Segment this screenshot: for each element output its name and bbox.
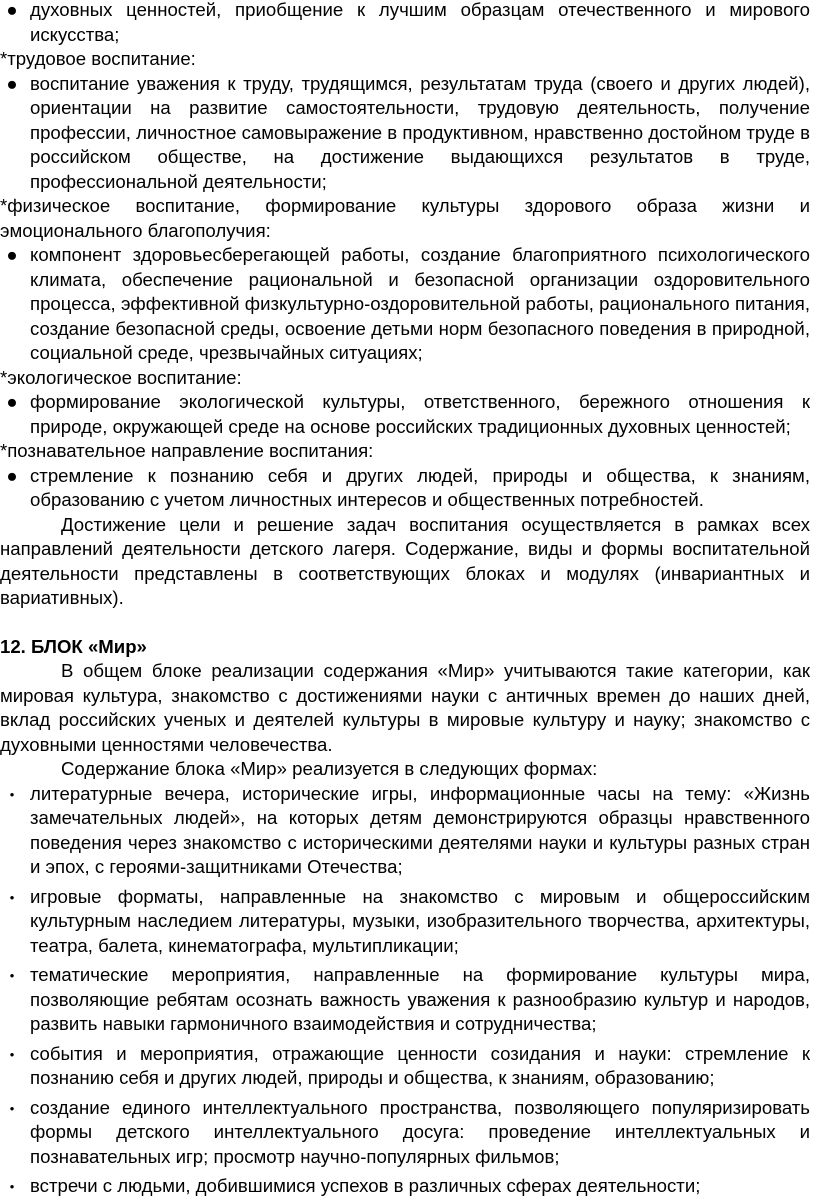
list-item-text: литературные вечера, исторические игры, информационные часы на тему: «Жизнь замечательных людей», на которых детям демонстрируются образцы нравственного поведения через знакомство с историческими деятелями науки и культуры разных стран и эпох, с героями-защитниками Отечества; [30,782,810,877]
list-item-text: компонент здоровьесберегающей работы, создание благоприятного психологического климата, обеспечение рациональной и безопасной организации оздоровительного процесса, эффективной физкультурно-оздоровительной работы, рационального питания, создание безопасной среды, освоение детьми норм безопасного поведения в природной, социальной среде, чрезвычайных ситуациях; [30,244,810,363]
section-label-labor: *трудовое воспитание: [0,48,196,69]
forms-intro-paragraph: Содержание блока «Мир» реализуется в следующих формах: [61,758,598,779]
bullet-icon: • [9,968,15,983]
bullet-icon: ● [6,391,18,412]
list-item [0,885,810,959]
list-item-text: воспитание уважения к труду, трудящимся, результатам труда (своего и других людей), ориентации на развитие самостоятельности, трудовую деятельность, получение профессии, личностное самовыражение в продуктивном, нравственно достойном труде в российском обществе, на достижение выдающихся результатов в труде, профессиональной деятельности; [30,72,810,192]
values-list-5 [0,464,810,513]
list-item [0,1096,810,1170]
bullet-icon: ● [6,464,18,486]
list-item [0,1042,810,1091]
list-item [0,390,810,439]
list-item [0,464,810,513]
list-item [0,72,810,195]
bullet-icon: ● [6,0,18,20]
list-item-text: события и мероприятия, отражающие ценности созидания и науки: стремление к познанию себя и других людей, природы и общества, к знаниям, образованию; [30,1042,810,1088]
section-label-cognitive: *познавательное направление воспитания: [0,440,374,461]
list-item-text: игровые форматы, направленные на знакомство с мировым и общероссийским культурным наследием литературы, музыки, изобразительного творчества, архитектуры, театра, балета, кинематографа, мультипликации; [30,885,810,956]
forms-list [0,782,810,1199]
summary-paragraph: Достижение цели и решение задач воспитания осуществляется в рамках всех направлений деятельности детского лагеря. Содержание, виды и формы воспитательной деятельности представлены в соответствующих блоках и модулях (инвариантных и вариативных). [0,513,810,608]
bullet-icon: • [9,889,15,905]
block-intro-paragraph: В общем блоке реализации содержания «Мир» учитываются такие категории, как мировая культура, знакомство с достижениями науки с античных времен до наших дней, вклад российских ученых и деятелей культуры в мировые культуру и науку; знакомство с духовными ценностями человечества. [0,660,810,755]
list-item [0,963,810,1037]
section-label-eco: *экологическое воспитание: [0,366,242,388]
values-list-4 [0,390,810,439]
values-list-3 [0,243,810,366]
spacer [0,611,810,635]
values-list-2 [0,72,810,195]
bullet-icon: • [9,1046,15,1062]
section-label-physical: *физическое воспитание, формирование культуры здорового образа жизни и эмоционального благополучия: [0,195,810,241]
list-item [0,0,810,47]
list-item-text: создание единого интеллектуального пространства, позволяющего популяризировать формы детского интеллектуального досуга: проведение интеллектуальных и познавательных игр; просмотр научно-популярных фильмов; [30,1096,810,1167]
list-item-text: стремление к познанию себя и других людей, природы и общества, к знаниям, образованию с учетом личностных интересов и общественных потребностей. [30,464,810,510]
bullet-icon: • [9,1100,15,1116]
list-item [0,782,810,880]
list-item [0,243,810,366]
bullet-icon: • [9,786,15,802]
list-item [0,1174,810,1199]
list-item-text: формирование экологической культуры, ответственного, бережного отношения к природе, окружающей среде на основе российских традиционных духовных ценностей; [30,391,810,437]
list-item-text: встречи с людьми, добившимися успехов в различных сферах деятельности; [30,1175,701,1196]
bullet-icon: ● [6,72,18,94]
list-item-text: тематические мероприятия, направленные на формирование культуры мира, позволяющие ребятам осознать важность уважения к разнообразию культур и народов, развить навыки гармоничного взаимодействия и сотрудничества; [30,964,810,1034]
bullet-icon: ● [6,244,18,265]
list-item-text: духовных ценностей, приобщение к лучшим образцам отечественного и мирового искусства; [30,0,810,45]
block-heading: 12. БЛОК «Мир» [0,635,147,657]
bullet-icon: • [9,1179,15,1194]
values-list-1 [0,0,810,47]
